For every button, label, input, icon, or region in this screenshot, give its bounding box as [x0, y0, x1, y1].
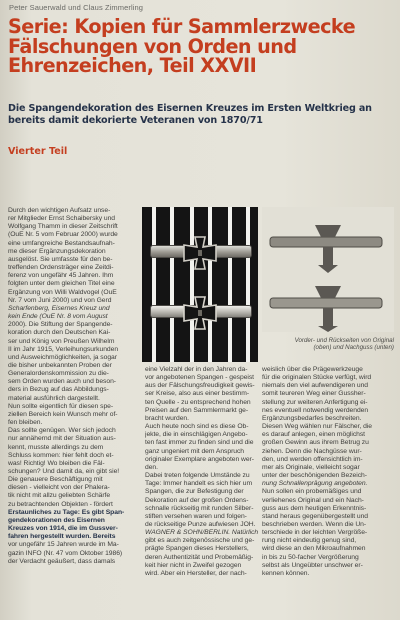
text-line: kennen können.	[262, 569, 310, 577]
text-line: für die originalen Stücke verfügt, wird	[262, 374, 372, 382]
text-line: diesen - vielleicht von der Phalera-	[8, 484, 110, 492]
text-line: sem Orden wurden auch und beson-	[8, 378, 116, 386]
iron-cross-clasp-photo	[142, 207, 258, 362]
iron-cross-icon	[182, 235, 218, 271]
text-line: me dieser Ergänzungsdekoration	[8, 247, 106, 255]
text-line: gazin INFO (Nr. 47 vom Oktober 1986)	[8, 549, 123, 557]
text-line: Nr. 7 vom Juni 2000) und von Gerd	[8, 296, 112, 304]
text-line: schungen? Und damit da, ein gibt sie!	[8, 468, 120, 475]
caption-line: (oben) und Nachguss (unten)	[313, 344, 394, 352]
text-line: jekte, die in einschlägigen Angebo-	[145, 431, 248, 439]
title-line: Serie: Kopien für Sammlerzwecke	[8, 15, 356, 38]
text-line: die bisher unbekannten Proben der	[8, 361, 112, 369]
text-line: gendekorationen des Eisernen	[8, 516, 105, 524]
text-line: Das sollte genügen. Wer sich jedoch	[8, 427, 116, 435]
text-line: und Ausweichmöglichkeiten, ja sogar	[8, 353, 117, 361]
text-line: keit hier nicht in Zweifel gezogen	[145, 561, 242, 569]
text-line: Schluss kommen: hier fehlt doch et-	[8, 451, 114, 459]
ribbon-right	[220, 207, 258, 362]
text-line: treffenden Ordensträger eine Zeitdi-	[8, 264, 114, 272]
text-line: WAGNER & SOHN/BERLIN. Natürlich	[145, 529, 259, 537]
text-line: Preisen auf den Sammlermarkt ge-	[145, 406, 249, 414]
text-line: Nun sollen ein probemäßiges und	[262, 488, 362, 496]
text-line: guss aus dem heutigen Erkenntnis-	[262, 504, 367, 512]
text-line: den.	[145, 463, 158, 471]
text-line: koration durch den Deutschen Kai-	[8, 329, 111, 337]
text-line: selbst als Ungeübter unschwer er-	[262, 561, 363, 569]
subtitle-line: Die Spangendekoration des Eisernen Kreuzes im Ersten Weltkrieg an	[8, 103, 372, 114]
caption-line: Vorder- und Rückseiten von Original	[294, 337, 394, 344]
text-line: rer Mitglieder Ernst Schaibersky und	[8, 215, 115, 223]
text-line: Tage: Immer handelt es sich hier um	[145, 480, 253, 488]
text-line: ten Quelle - zu entsprechend hohen	[145, 398, 251, 406]
text-line: den, und werden offensichtlich im-	[262, 455, 363, 463]
title-line: Ehrenzeichen, Teil XXVII	[8, 54, 257, 77]
text-line: Spangen, die zur Befestigung der	[145, 488, 244, 496]
article-subtitle	[8, 103, 393, 128]
article-title	[8, 17, 398, 76]
text-column-1	[8, 207, 135, 566]
text-line: Wolfgang Thamm in dieser Zeitschrift	[8, 223, 118, 231]
text-line: ders in Bezug auf das Abbildungs-	[8, 386, 109, 394]
text-line: verliehenes Original und ein Nach-	[262, 496, 364, 504]
text-line: es darauf anlegen, einen möglichst	[262, 431, 365, 439]
text-line: Scharfenberg, Eisernes Kreuz und	[8, 304, 110, 312]
text-line: niemals den viel aufwendigeren und	[262, 382, 368, 390]
text-line: großen Gewinn aus ihrem Betrug zu	[262, 439, 369, 447]
text-line: ziellen Bereich kein Wunsch mehr of-	[8, 410, 118, 418]
text-line: terschiede in der leichten Vergröße-	[262, 529, 368, 537]
text-line: eine umfangreiche Bestandsaufnah-	[8, 239, 115, 247]
clasp-reverse-photo	[262, 207, 394, 332]
text-column-2	[145, 366, 262, 578]
text-line: gibt es auch zeitgenössische und ge-	[145, 537, 255, 545]
text-line: Dekoration auf der großen Ordens-	[145, 496, 249, 504]
ribbon-middle	[182, 207, 220, 362]
text-line: de rückseitige Punze aufwiesen JOH.	[145, 520, 256, 528]
text-line: somit teureren Weg einer Gussher-	[262, 390, 366, 398]
text-line: schnalle rückseitig mit runden Silber-	[145, 504, 254, 512]
section-heading: Vierter Teil	[8, 146, 68, 157]
text-line: ten fast immer zu finden sind und die	[145, 439, 254, 447]
text-line: originaler Exemplare angeboten wer-	[145, 455, 254, 463]
text-line: in bis zu 50-facher Vergrößerung	[262, 553, 359, 561]
iron-cross-icon	[182, 295, 218, 331]
text-line: mer als Originale, vielleicht sogar	[262, 463, 360, 471]
text-line: tik nicht mit allzu geliebten Schärfe	[8, 492, 111, 500]
text-line: Auch heute noch sind es diese Ob-	[145, 423, 249, 431]
text-line: (OuE Nr. 5 vom Februar 2000) wurde	[8, 231, 118, 239]
text-line: Die genauere Beschäftigung mit	[8, 476, 103, 484]
text-line: kennt, musste allerdings zu dem	[8, 443, 104, 451]
text-line: ferenz von ungefähr 45 Jahren. Ihm	[8, 272, 114, 280]
text-line: Erstaunliches zu Tage: Es gibt Span-	[8, 508, 125, 516]
text-line: Ergänzungsbedarfes beschreiten.	[262, 414, 362, 422]
text-line: Dabei treten folgende Umstände zu	[145, 472, 250, 480]
text-line: nung Schnallenprägung angeboten.	[262, 480, 368, 488]
text-line: ziehen. Denn die Nachgüsse wur-	[262, 447, 362, 455]
text-line: stellung zur weiteren Anfertigung ei-	[262, 398, 368, 406]
text-line: zu betrachtenden Objekten - fördert	[8, 500, 113, 508]
text-line: aus der Fälschungsfreudigkeit gewis-	[145, 382, 255, 390]
text-line: material ausführlich dargestellt.	[8, 394, 100, 402]
text-line: Ergänzung von Willi Waldvogel (OuE	[8, 288, 117, 296]
text-line: unter der beschönigenden Bezeich-	[262, 472, 367, 480]
subtitle-line: bereits damit dekorierte Veteranen von 1870/71	[8, 115, 263, 127]
text-line: fahren hergestellt wurden. Bereits	[8, 533, 116, 541]
text-line: vor ungefähr 15 Jahren wurde im Ma-	[8, 541, 119, 549]
text-line: folgten unter dem gleichen Titel eine	[8, 280, 115, 288]
text-line: beschrieben werden. Wenn die Un-	[262, 520, 367, 528]
ribbon-left	[144, 207, 182, 362]
text-line: nur annähernd mit der Situation aus-	[8, 435, 116, 443]
text-column-3	[262, 366, 386, 578]
text-line: nes eventuell notwendig werdenden	[262, 406, 369, 414]
text-line: wird. Aber ein Hersteller, der nach-	[145, 569, 247, 577]
title-line: Fälschungen von Orden und	[8, 34, 297, 58]
text-line: Diesen Weg wählen nur Fälscher, die	[262, 423, 372, 431]
text-line: prägte Spangen dieses Herstellers,	[145, 545, 249, 553]
text-line: ser Kreise, also aus einer bestimm-	[145, 390, 250, 398]
author-line: Peter Sauerwald und Claus Zimmerling	[9, 3, 144, 12]
text-line: eine Vielzahl der in den Jahren da-	[145, 366, 248, 373]
text-line: bracht wurden.	[145, 414, 189, 422]
text-line: stiften versehen waren und folgen-	[145, 512, 247, 520]
text-line: 2000). Die Stiftung der Spangende-	[8, 321, 113, 329]
text-line: fen bleiben.	[8, 419, 43, 427]
photo-caption	[262, 337, 394, 352]
text-line: der Verdacht geäußert, dass damals	[8, 557, 116, 565]
text-line: ganz ungeniert mit dem Anspruch	[145, 447, 245, 455]
text-line: wird diese an den Mikroaufnahmen	[262, 545, 366, 553]
text-line: Durch den wichtigen Aufsatz unse-	[8, 207, 111, 214]
text-line: Nun sollte eigentlich für diesen spe-	[8, 402, 114, 410]
text-line: II im Jahr 1915, Verleihungsurkunden	[8, 345, 119, 353]
text-line: stand heraus gegenübergestellt und	[262, 512, 369, 520]
text-line: vor angebotenen Spangen - gespeist	[145, 374, 255, 382]
text-line: ausgelöst. Sie umfasste für den be-	[8, 255, 113, 263]
text-line: kein Ende (OuE Nr. 8 vom August	[8, 313, 108, 321]
text-line: deren Authentizität und Probemäßig-	[145, 553, 254, 561]
text-line: weislich über die Prägewerkzeuge	[262, 366, 363, 373]
text-line: ser und König von Preußen Wilhelm	[8, 337, 115, 345]
text-line: Generalordenskommission zu die-	[8, 370, 109, 378]
text-line: rung nicht eindeutig genug sind,	[262, 537, 357, 545]
text-line: was! Richtig! Wo bleiben die Fäl-	[8, 459, 105, 467]
text-line: Kreuzes von 1914, die im Gussver-	[8, 525, 118, 533]
